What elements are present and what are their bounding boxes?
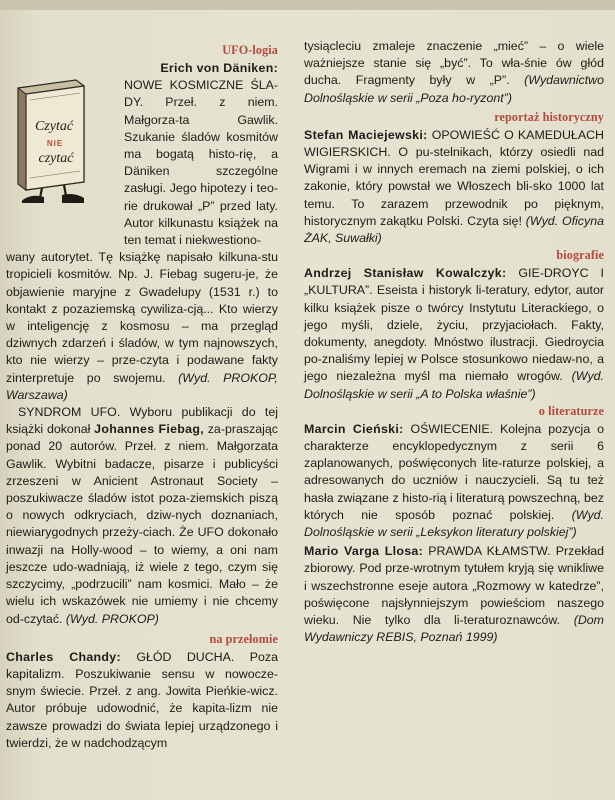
publisher: (Wyd. Oficyna ŻAK, Suwałki) (304, 213, 604, 246)
logo-line1: Czytać (34, 119, 74, 134)
entry-text: OŚWIECENIE. Kolejna pozycja o charakterze encyklopedycznym z serii 6 zaplanowanych, poświęconych lite-raturze polskiej, a adresowanych do uczniów i nauczycieli. Są tu też hasła związane z histo-rią i literaturą powszechną, bez których nie sposób poznać polskiej. (304, 421, 604, 522)
entry-daniken-body (6, 249, 278, 404)
author-name: Andrzej Stanisław Kowalczyk: (304, 266, 507, 281)
entry-kowalczyk (304, 265, 604, 403)
entry-text: PRAWDA KŁAMSTW. Przekład zbiorowy. Pod prze-wrotnym tytułem kryją się wnikliwe i wszechstronne eseje autora „Rozmowy w katedrze”, poświęcone najsłynniejszym powieściom naszego wieku. Nie tylko dla li-teraturoznawców. (304, 544, 604, 628)
entry-text: tysiącleciu zmaleje znaczenie „mieć” – o wiele ważniejsze stanie się „być”. To wła-śnie ów głód ducha. Fragmenty były w „P”. (304, 39, 604, 88)
entry-text: SYNDROM UFO. Wyboru publikacji do tej książki dokonał (6, 405, 278, 437)
author-name: Erich von Däniken: (160, 61, 278, 75)
entry-daniken-head-text: NOWE KOSMICZNE ŚLA-DY. Przeł. z niem. Małgorza-ta Gawlik. Szukanie śladów kosmitów ma bogatą histo-rię, a Däniken szczególne zasługi. Jego hipotezy i teo-rie drukował „P” przed laty. Autor kilkunastu książek na ten temat i niekwestiono- (124, 78, 278, 248)
entry-vargas-llosa (304, 543, 604, 646)
entry-chandy (6, 649, 278, 752)
left-column (6, 42, 278, 752)
publisher: (Wyd. Dolnośląskie w serii „A to Polska właśnie”) (304, 369, 604, 401)
entry-maciejewski (304, 127, 604, 247)
category-biografie: biografie (556, 248, 604, 263)
publisher: (Wyd. PROKOP, Warszawa) (6, 370, 279, 402)
logo-line3: czytać (38, 151, 74, 166)
logo-line2: NIE (46, 139, 64, 148)
category-ufo-logia: UFO-logia (222, 43, 278, 57)
publisher: (Wyd. Dolnośląskie w serii „Leksykon literatury polskiej”) (304, 507, 604, 540)
entry-cienski (304, 421, 604, 541)
author-name: Mario Varga Llosa: (304, 544, 424, 559)
author-name: Stefan Maciejewski: (304, 127, 428, 142)
category-na-przelomie: na przełomie (209, 631, 278, 646)
author-name: Marcin Cieński: (304, 421, 404, 436)
publisher: (Wyd. PROKOP) (65, 611, 159, 626)
entry-text: GIE-DROYC I „KULTURA”. Eseista i historyk li-teratury, edytor, autor kilku książek pisze o twórcy Instytutu Literackiego, o jego myśli, dziele, życiu, przyjaciołach. Fakty, dokumenty, anegdoty. Mnóstwo ilustracji. Giedroycia po-znaliśmy lepiej w Polsce stosunkowo niedaw-no, a jego niezależna myśl ma niemało wrogów. (304, 266, 604, 384)
entry-syndrom-ufo (6, 404, 278, 628)
right-column (304, 38, 604, 647)
category-reportaz-historyczny: reportaż historyczny (494, 109, 604, 124)
author-name: Johannes Fiebag, (94, 422, 204, 437)
category-o-literaturze: o literaturze (538, 403, 604, 418)
entry-text: OPOWIEŚĆ O KAMEDUŁACH WIGIERSKICH. O pu-stelnikach, którzy osiedli nad Wigrami i w innych eremach na ziemi polskiej, o ich zakonie, który powstał we Włoszech bli-sko 1000 lat temu. To zarazem przewodnik po pięknym, historycznym zakątku Polski. Czyta się! (304, 127, 604, 228)
entry-text: GŁÓD DUCHA. Poza kapitalizm. Poszukiwanie sensu w nowocze-snym świecie. Przeł. z ang. Jowita Pieńkie-wicz. Autor próbuje udowodnić, że kapita-lizm nie zawsze prowadzi do świata lepiej urządzonego i twierdzi, że w nadchodzącym (6, 649, 278, 750)
entry-body-text: wany autorytet. Tę książkę napisało kilkuna-stu tropicieli kosmitów. Np. J. Fiebag sugeru-je, że objawienie maryjne z Gwadelupy (1531 r.) to kontakt z pozaziemską cywiliza-cją... Kto wierzy w inteligencję z kosmosu – ma przegląd dziwnych zdarzeń i śladów, w tym najnowszych, kto nie wierzy – prze-czyta i podawane fakty zinterpretuje po swojemu. (6, 250, 278, 385)
publisher: (Wydawnictwo Dolnośląskie w serii „Poza ho-ryzont”) (304, 73, 604, 105)
author-name: Charles Chandy: (6, 649, 121, 664)
entry-text: za-praszając ponad 20 autorów. Przeł. z niem. Małgorzata Gawlik. Wybitni badacze, pisarze i publicyści zrzeszeni w Anicient Astronaut Society – poszukiwacze śladów istot poza-ziemskich piszą o nowych odkryciach, dziw-nych doznaniach, niewiarygodnych przeży-ciach. Że UFO dokonało inwazji na Holly-wood – to wiemy, a oni nam jeszcze udo-wadniają, iż wiele z tego, czym się szczycimy, „podrzucili” nam kosmici. Mało – że wielu ich wskazówek nie umiemy i nie chcemy od-czytać. (6, 422, 278, 626)
entry-chandy-continued (304, 38, 604, 107)
top-edge (0, 0, 615, 10)
publisher: (Dom Wydawniczy REBIS, Poznań 1999) (304, 613, 604, 645)
entry-daniken-head (124, 60, 278, 249)
